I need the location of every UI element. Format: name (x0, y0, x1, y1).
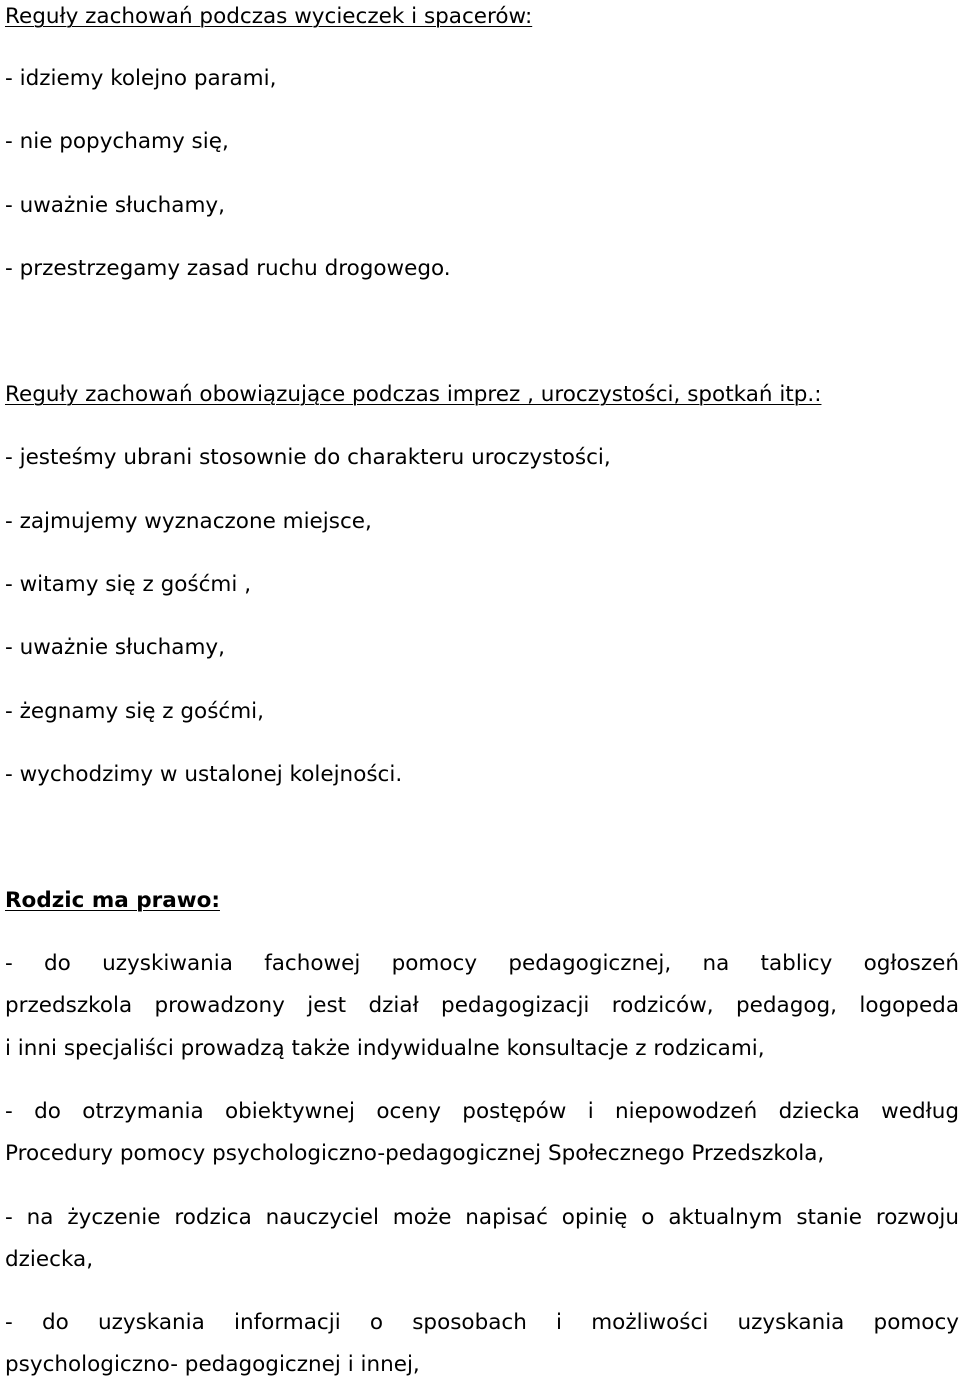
list-item: - wychodzimy w ustalonej kolejności. (5, 762, 403, 787)
list-item: - nie popychamy się, (5, 129, 229, 154)
list-item: - uważnie słuchamy, (5, 635, 225, 660)
section-heading-parent-rights: Rodzic ma prawo: (5, 888, 220, 913)
list-item: - przestrzegamy zasad ruchu drogowego. (5, 256, 451, 281)
paragraph-line: - na życzenie rodzica nauczyciel może napisać opinię o aktualnym stanie rozwoju (5, 1205, 959, 1230)
list-item: - uważnie słuchamy, (5, 193, 225, 218)
list-item: - zajmujemy wyznaczone miejsce, (5, 509, 372, 534)
paragraph-line: Procedury pomocy psychologiczno-pedagogicznej Społecznego Przedszkola, (5, 1141, 825, 1166)
section-heading-trips: Reguły zachowań podczas wycieczek i spacerów: (5, 4, 533, 29)
section-heading-events: Reguły zachowań obowiązujące podczas imprez , uroczystości, spotkań itp.: (5, 382, 822, 407)
list-item: - żegnamy się z gośćmi, (5, 699, 264, 724)
paragraph-line: przedszkola prowadzony jest dział pedagogizacji rodziców, pedagog, logopeda (5, 993, 959, 1018)
paragraph-line: psychologiczno- pedagogicznej i innej, (5, 1352, 420, 1377)
list-item: - idziemy kolejno parami, (5, 66, 277, 91)
list-item: - jesteśmy ubrani stosownie do charakteru uroczystości, (5, 445, 611, 470)
paragraph-line: i inni specjaliści prowadzą także indywidualne konsultacje z rodzicami, (5, 1036, 765, 1061)
list-item: - witamy się z gośćmi , (5, 572, 252, 597)
paragraph-line: - do otrzymania obiektywnej oceny postępów i niepowodzeń dziecka według (5, 1099, 959, 1124)
paragraph-line: - do uzyskiwania fachowej pomocy pedagogicznej, na tablicy ogłoszeń (5, 951, 959, 976)
paragraph-line: dziecka, (5, 1247, 94, 1272)
paragraph-line: - do uzyskania informacji o sposobach i możliwości uzyskania pomocy (5, 1310, 959, 1335)
